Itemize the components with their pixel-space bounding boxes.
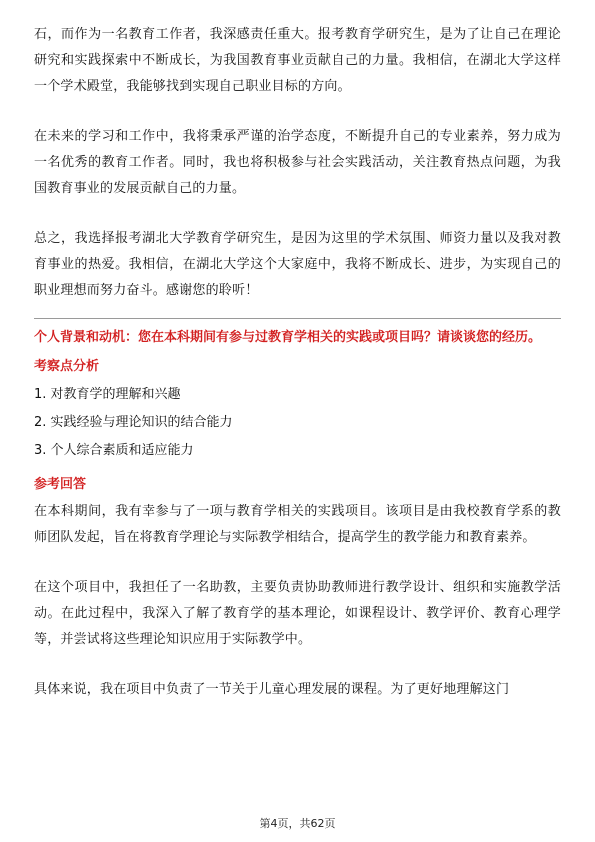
body-paragraph: 总之，我选择报考湖北大学教育学研究生，是因为这里的学术氛围、师资力量以及我对教育事业的热爱。我相信，在湖北大学这个大家庭中，我将不断成长、进步，为实现自己的职业理想而努力奋斗。感谢您的聆听！ — [34, 231, 561, 298]
analysis-item: 1. 对教育学的理解和兴趣 — [34, 387, 181, 402]
answer-title: 参考回答 — [34, 477, 87, 492]
section-divider — [34, 318, 561, 319]
analysis-list — [34, 381, 561, 465]
body-paragraph: 在未来的学习和工作中，我将秉承严谨的治学态度，不断提升自己的专业素养，努力成为一名优秀的教育工作者。同时，我也将积极参与社会实践活动，关注教育热点问题，为我国教育事业的发展贡献自己的力量。 — [34, 129, 561, 196]
analysis-item: 3. 个人综合素质和适应能力 — [34, 443, 194, 458]
answer-paragraph: 具体来说，我在项目中负责了一节关于儿童心理发展的课程。为了更好地理解这门 — [34, 682, 510, 697]
analysis-item: 2. 实践经验与理论知识的结合能力 — [34, 415, 233, 430]
answer-paragraph: 在本科期间，我有幸参与了一项与教育学相关的实践项目。该项目是由我校教育学系的教师团队发起，旨在将教育学理论与实际教学相结合，提高学生的教学能力和教育素养。 — [34, 504, 561, 545]
question-heading: 个人背景和动机：您在本科期间有参与过教育学相关的实践或项目吗？请谈谈您的经历。 — [34, 330, 542, 345]
document-page — [34, 22, 561, 703]
body-paragraph: 石，而作为一名教育工作者，我深感责任重大。报考教育学研究生，是为了让自己在理论研究和实践探索中不断成长，为我国教育事业贡献自己的力量。我相信，在湖北大学这样一个学术殿堂，我能够找到实现自己职业目标的方向。 — [34, 27, 561, 94]
answer-paragraph: 在这个项目中，我担任了一名助教，主要负责协助教师进行教学设计、组织和实施教学活动。在此过程中，我深入了解了教育学的基本理论，如课程设计、教学评价、教育心理学等，并尝试将这些理论知识应用于实际教学中。 — [34, 580, 561, 647]
analysis-title: 考察点分析 — [34, 359, 100, 374]
page-number: 第4页，共62页 — [259, 817, 336, 830]
